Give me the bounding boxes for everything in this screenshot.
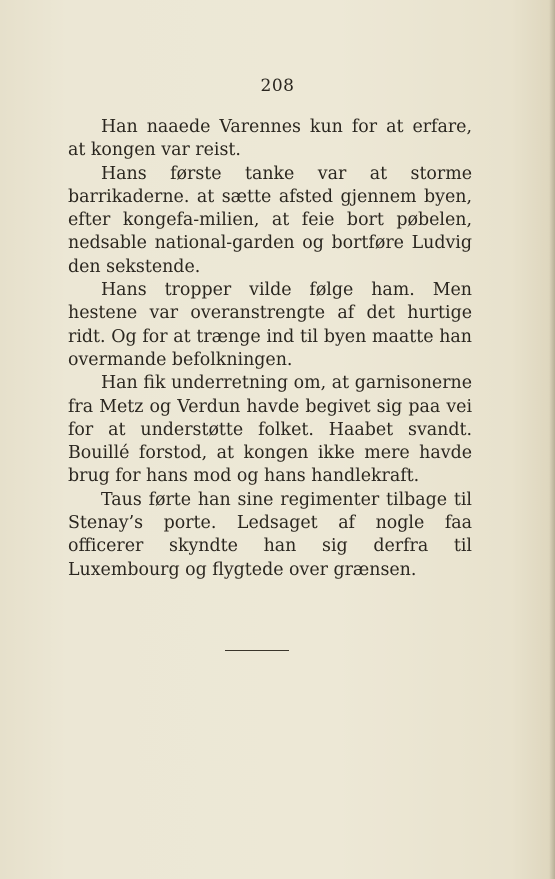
paragraph: Han naaede Varennes kun for at erfare, at kongen var reist. xyxy=(68,117,472,161)
body-text xyxy=(68,116,472,582)
paragraph: Hans første tanke var at storme barrikaderne. at sætte afsted gjennem byen, efter kongefa-milien, at feie bort pøbelen, nedsable national-garden og bortføre Ludvig den sekstende. xyxy=(68,163,472,277)
paragraph: Taus førte han sine regimenter tilbage til Stenay’s porte. Ledsaget af nogle faa officerer skyndte han sig derfra til Luxembourg og flygtede over grænsen. xyxy=(68,489,472,580)
page-edge-shadow xyxy=(549,0,555,879)
paragraph: Hans tropper vilde følge ham. Men hestene var overanstrengte af det hurtige ridt. Og for at trænge ind til byen maatte han overmande befolkningen. xyxy=(68,280,472,370)
section-divider-rule xyxy=(225,650,289,651)
page-number: 208 xyxy=(260,76,295,96)
paragraph: Han fik underretning om, at garnisonerne fra Metz og Verdun havde begivet sig paa vei for at understøtte folket. Haabet svandt. Bouillé forstod, at kongen ikke mere havde brug for hans mod og hans handlekraft. xyxy=(68,373,472,487)
